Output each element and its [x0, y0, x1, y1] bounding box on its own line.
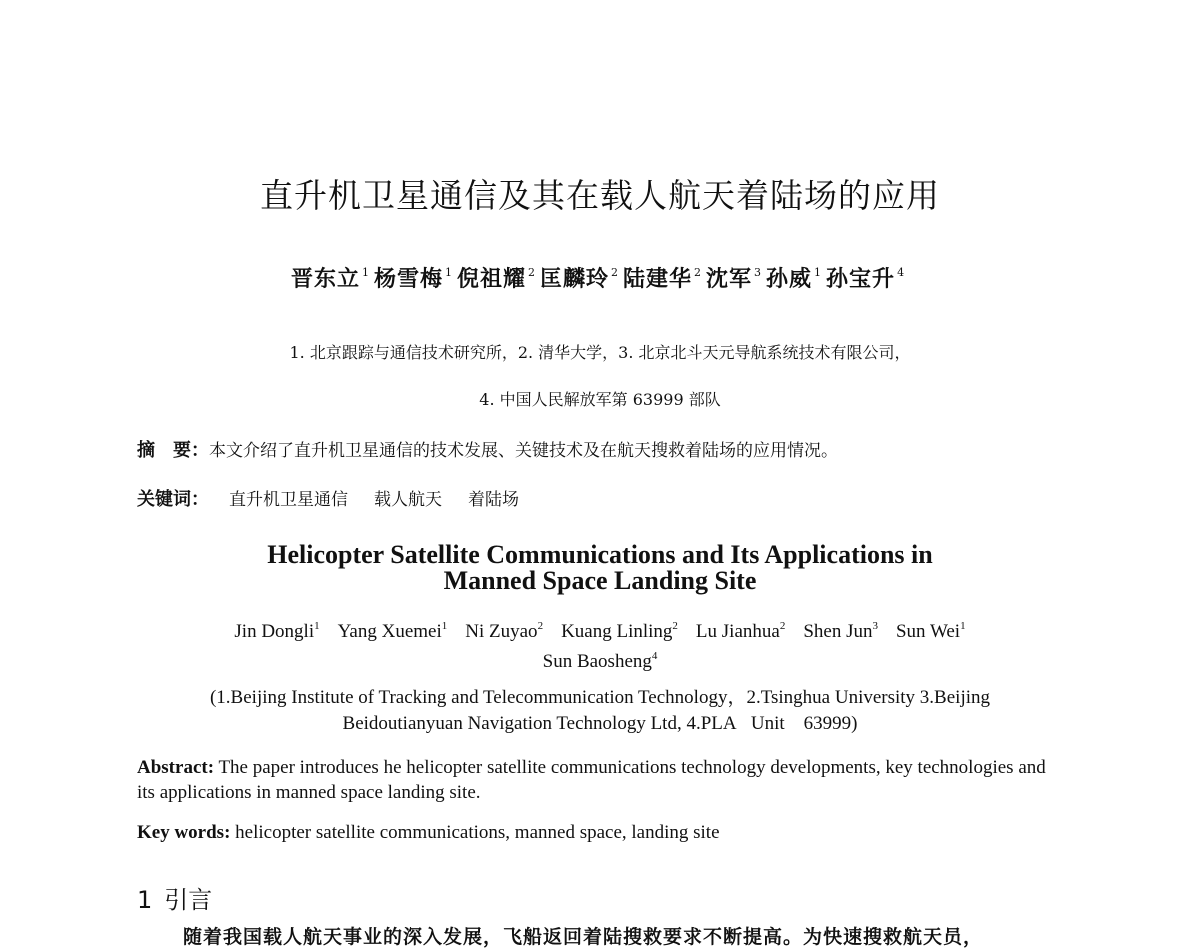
english-affiliation-line-2: Beidoutianyuan Navigation Technology Ltd, 4.PLA Unit 63999) — [342, 713, 858, 734]
chinese-keywords-label: 关键词： — [137, 489, 209, 510]
author — [826, 266, 909, 292]
author-name: Ni Zuyao — [465, 621, 538, 642]
author-name: Kuang Linling — [561, 621, 673, 642]
english-abstract-text: The paper introduces he helicopter satellite communications technology developments, key technologies and its applications in manned space landing site. — [137, 757, 1046, 803]
author-name: 晋东立 — [290, 266, 360, 292]
author-name: 孙威 — [766, 266, 813, 292]
chinese-keyword: 载人航天 — [374, 490, 442, 510]
author — [561, 614, 678, 644]
author-affiliation-number: 1 — [444, 266, 453, 279]
english-title-line-1: Helicopter Satellite Communications and Its Applications in — [267, 540, 933, 569]
chinese-abstract-label: 摘 要： — [137, 440, 209, 461]
english-author-list — [0, 614, 1200, 674]
english-affiliation-line-1: (1.Beijing Institute of Tracking and Telecommunication Technology，2.Tsinghua University 3.Beijing — [209, 687, 990, 708]
author — [234, 614, 319, 644]
chinese-keyword: 直升机卫星通信 — [229, 490, 348, 510]
author-affiliation-number: 3 — [754, 266, 763, 279]
section-title: 引言 — [164, 886, 213, 914]
author-name: 陆建华 — [623, 266, 693, 292]
author-name: Sun Wei — [895, 621, 961, 642]
author-name: Jin Dongli — [234, 621, 315, 642]
english-title — [0, 542, 1200, 594]
author-affiliation-number: 1 — [314, 620, 320, 632]
english-keywords-label: Key words: — [137, 822, 231, 843]
author — [623, 266, 706, 292]
author — [291, 266, 374, 292]
author-name: 倪祖耀 — [456, 266, 526, 292]
english-affiliation — [0, 685, 1200, 737]
author — [374, 266, 457, 292]
chinese-keywords — [137, 485, 545, 511]
author-affiliation-number: 2 — [527, 266, 536, 279]
author-name: 杨雪梅 — [373, 266, 443, 292]
english-keywords-text: helicopter satellite communications, manned space, landing site — [235, 822, 720, 843]
author-affiliation-number: 2 — [779, 620, 786, 632]
english-abstract — [137, 755, 1062, 805]
author-affiliation-number: 4 — [651, 650, 658, 662]
author-affiliation-number: 4 — [897, 266, 906, 279]
chinese-affiliation-line-2: 4. 中国人民解放军第 63999 部队 — [479, 390, 721, 409]
chinese-author-list — [0, 262, 1200, 293]
author — [338, 614, 448, 644]
english-authors-line-2 — [0, 644, 1200, 674]
body-paragraph: 随着我国载人航天事业的深入发展，飞船返回着陆搜救要求不断提高。为快速搜救航天员， — [183, 926, 984, 948]
author-affiliation-number: 2 — [537, 620, 544, 632]
author — [465, 614, 543, 644]
author — [766, 266, 826, 292]
author-affiliation-number: 2 — [611, 266, 619, 279]
english-keywords — [137, 822, 720, 844]
english-authors-line-1 — [0, 614, 1200, 644]
chinese-abstract — [137, 436, 838, 462]
author — [457, 266, 540, 292]
author-affiliation-number: 1 — [960, 620, 966, 632]
author — [543, 644, 658, 674]
author — [696, 614, 785, 644]
chinese-keyword: 着陆场 — [468, 490, 519, 510]
chinese-affiliation-line-1: 1. 北京跟踪与通信技术研究所，2. 清华大学，3. 北京北斗天元导航系统技术有限公司， — [289, 343, 911, 362]
author-name: 孙宝升 — [826, 266, 896, 292]
author-affiliation-number: 1 — [814, 266, 823, 279]
author-affiliation-number: 2 — [672, 620, 678, 632]
author-name: 沈军 — [706, 266, 753, 292]
author-name: Yang Xuemei — [337, 621, 442, 642]
author — [896, 614, 966, 644]
author-affiliation-number: 1 — [441, 620, 448, 632]
author-affiliation-number: 3 — [872, 620, 878, 632]
author-affiliation-number: 1 — [361, 266, 370, 279]
author — [803, 614, 878, 644]
author — [706, 266, 766, 292]
author-affiliation-number: 2 — [694, 266, 703, 279]
section-number: 1 — [137, 886, 153, 914]
author-name: Sun Baosheng — [542, 651, 652, 672]
chinese-title: 直升机卫星通信及其在载人航天着陆场的应用 — [260, 176, 940, 215]
author-name: 匡麟玲 — [539, 266, 609, 292]
chinese-abstract-text: 本文介绍了直升机卫星通信的技术发展、关键技术及在航天搜救着陆场的应用情况。 — [209, 441, 838, 461]
author-name: Shen Jun — [803, 621, 873, 642]
english-abstract-label: Abstract: — [137, 757, 215, 778]
author-name: Lu Jianhua — [695, 621, 780, 642]
author — [540, 266, 623, 292]
english-title-line-2: Manned Space Landing Site — [443, 566, 757, 595]
section-heading — [137, 880, 212, 915]
